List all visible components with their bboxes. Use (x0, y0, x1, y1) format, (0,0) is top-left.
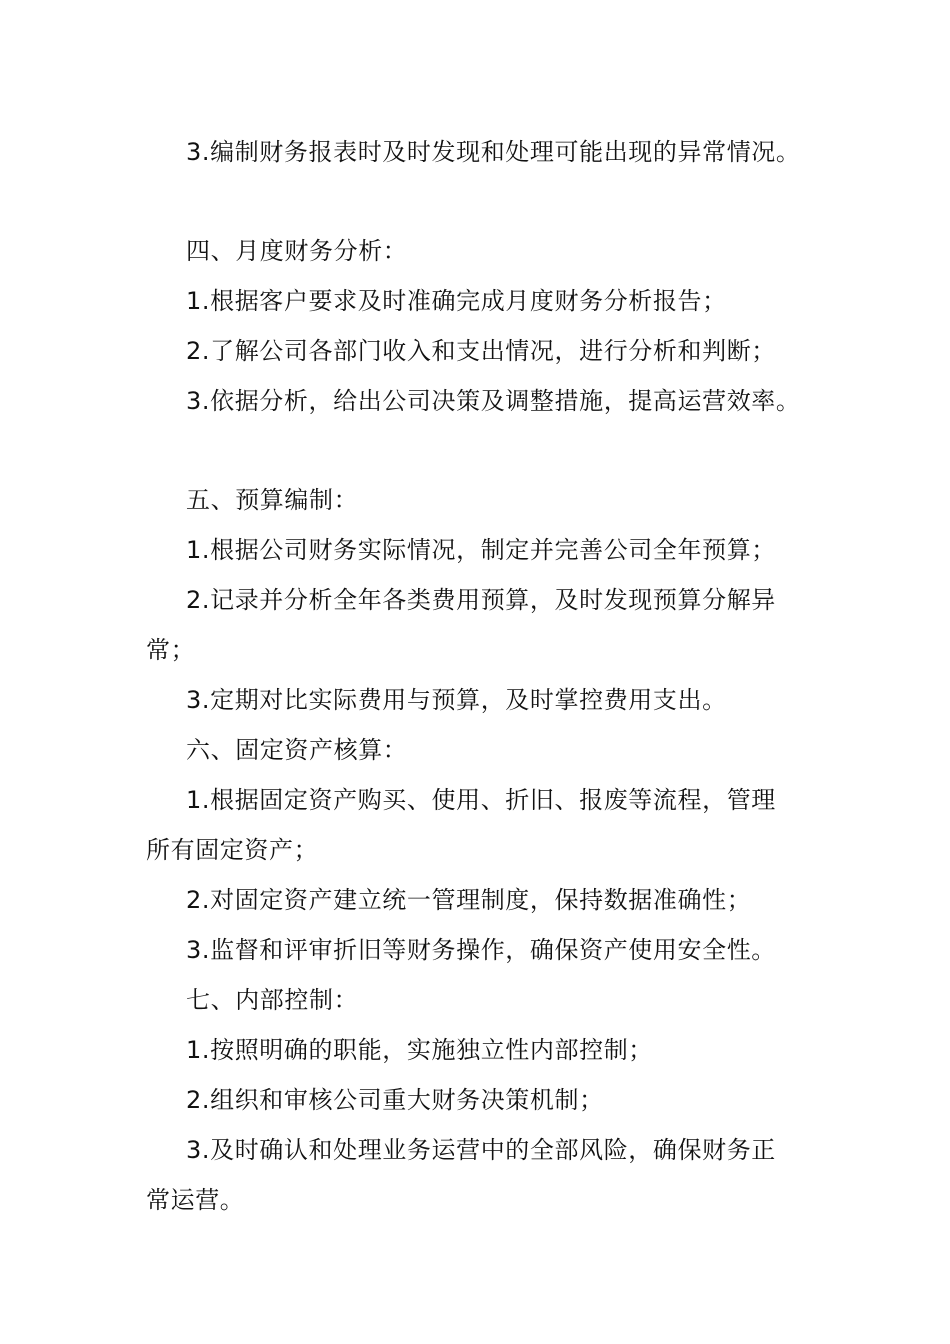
item-2-decision-mechanism: 2.组织和审核公司重大财务决策机制； (186, 1086, 604, 1114)
item-1-monthly-report: 1.根据客户要求及时准确完成月度财务分析报告； (186, 287, 727, 315)
section-heading-budget: 五、预算编制： (186, 486, 359, 514)
item-2-department-income: 2.了解公司各部门收入和支出情况，进行分析和判断； (186, 337, 776, 365)
item-1-asset-process-continued: 所有固定资产； (146, 836, 319, 864)
item-3-report-anomalies: 3.编制财务报表时及时发现和处理可能出现的异常情况。 (186, 138, 801, 166)
item-1-annual-budget: 1.根据公司财务实际情况，制定并完善公司全年预算； (186, 536, 776, 564)
item-3-risk-confirmation-continued: 常运营。 (146, 1186, 245, 1214)
section-heading-fixed-assets: 六、固定资产核算： (186, 736, 408, 764)
item-1-independent-control: 1.按照明确的职能，实施独立性内部控制； (186, 1036, 653, 1064)
item-3-risk-confirmation: 3.及时确认和处理业务运营中的全部风险，确保财务正 (186, 1136, 776, 1164)
item-2-asset-system: 2.对固定资产建立统一管理制度，保持数据准确性； (186, 886, 752, 914)
item-3-decisions: 3.依据分析，给出公司决策及调整措施，提高运营效率。 (186, 387, 801, 415)
item-2-record-budget: 2.记录并分析全年各类费用预算，及时发现预算分解异 (186, 586, 776, 614)
item-3-compare-expenses: 3.定期对比实际费用与预算，及时掌控费用支出。 (186, 686, 727, 714)
item-1-asset-process: 1.根据固定资产购买、使用、折旧、报废等流程，管理 (186, 786, 776, 814)
item-3-asset-review: 3.监督和评审折旧等财务操作，确保资产使用安全性。 (186, 936, 776, 964)
item-2-record-budget-continued: 常； (146, 636, 196, 664)
section-heading-internal-control: 七、内部控制： (186, 986, 359, 1014)
section-heading-monthly-analysis: 四、月度财务分析： (186, 237, 408, 265)
